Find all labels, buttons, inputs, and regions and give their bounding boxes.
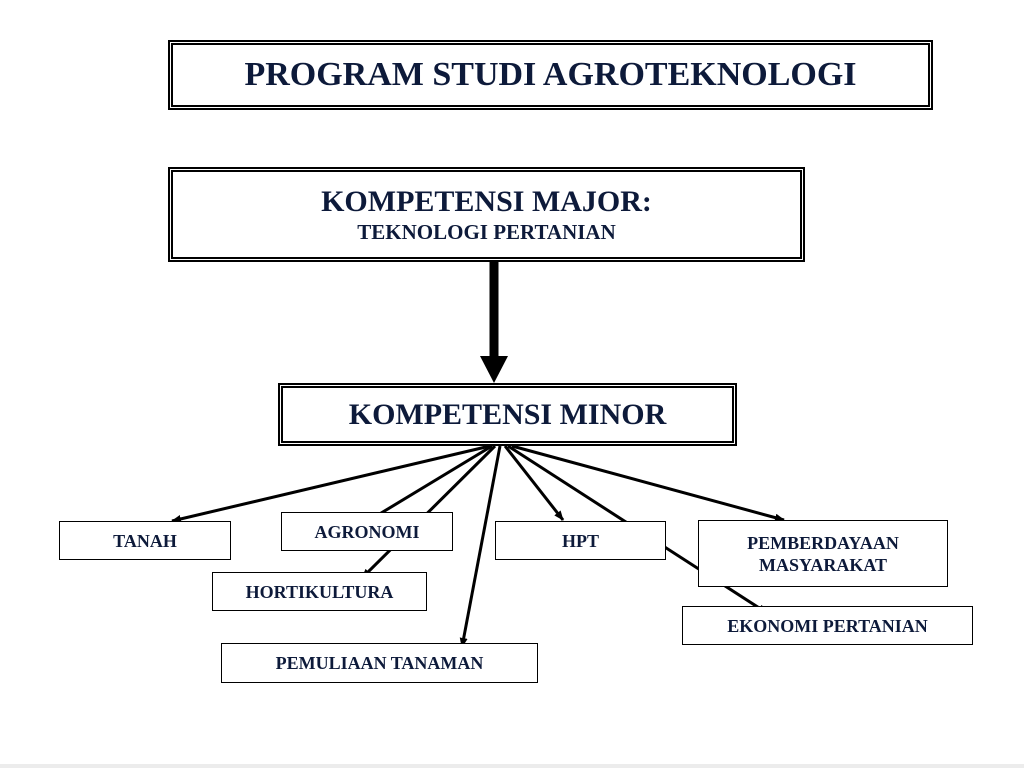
major-heading: KOMPETENSI MAJOR: bbox=[321, 184, 652, 218]
minor-heading: KOMPETENSI MINOR bbox=[348, 397, 667, 431]
leaf-hortikultura bbox=[212, 572, 427, 611]
major-to-minor-arrowhead bbox=[480, 356, 508, 383]
leaf-hortikultura-label: HORTIKULTURA bbox=[245, 581, 394, 602]
major-competency-box bbox=[168, 167, 805, 262]
leaf-ekonomi-label: EKONOMI PERTANIAN bbox=[727, 615, 928, 636]
program-title-box bbox=[168, 40, 933, 110]
footer-bar bbox=[0, 764, 1024, 768]
major-subheading: TEKNOLOGI PERTANIAN bbox=[357, 219, 616, 244]
leaf-pemberdayaan-label-line2: MASYARAKAT bbox=[758, 554, 887, 575]
leaf-tanah bbox=[59, 521, 231, 560]
leaf-hpt bbox=[495, 521, 666, 560]
leaf-hpt-label: HPT bbox=[561, 531, 599, 551]
leaf-agronomi bbox=[281, 512, 453, 551]
leaf-pemuliaan-tanaman bbox=[221, 643, 538, 683]
minor-competency-box bbox=[278, 383, 737, 446]
leaf-pemberdayaan-label-line1: PEMBERDAYAAN bbox=[747, 532, 899, 553]
leaf-tanah-label: TANAH bbox=[113, 530, 177, 551]
leaf-agronomi-label: AGRONOMI bbox=[314, 522, 420, 542]
leaf-pemberdayaan-masyarakat bbox=[698, 520, 948, 587]
arrow-to-tanah bbox=[172, 446, 490, 521]
leaf-pemuliaan-label: PEMULIAAN TANAMAN bbox=[275, 653, 484, 673]
leaf-ekonomi-pertanian bbox=[682, 606, 973, 645]
program-title: PROGRAM STUDI AGROTEKNOLOGI bbox=[244, 56, 857, 93]
